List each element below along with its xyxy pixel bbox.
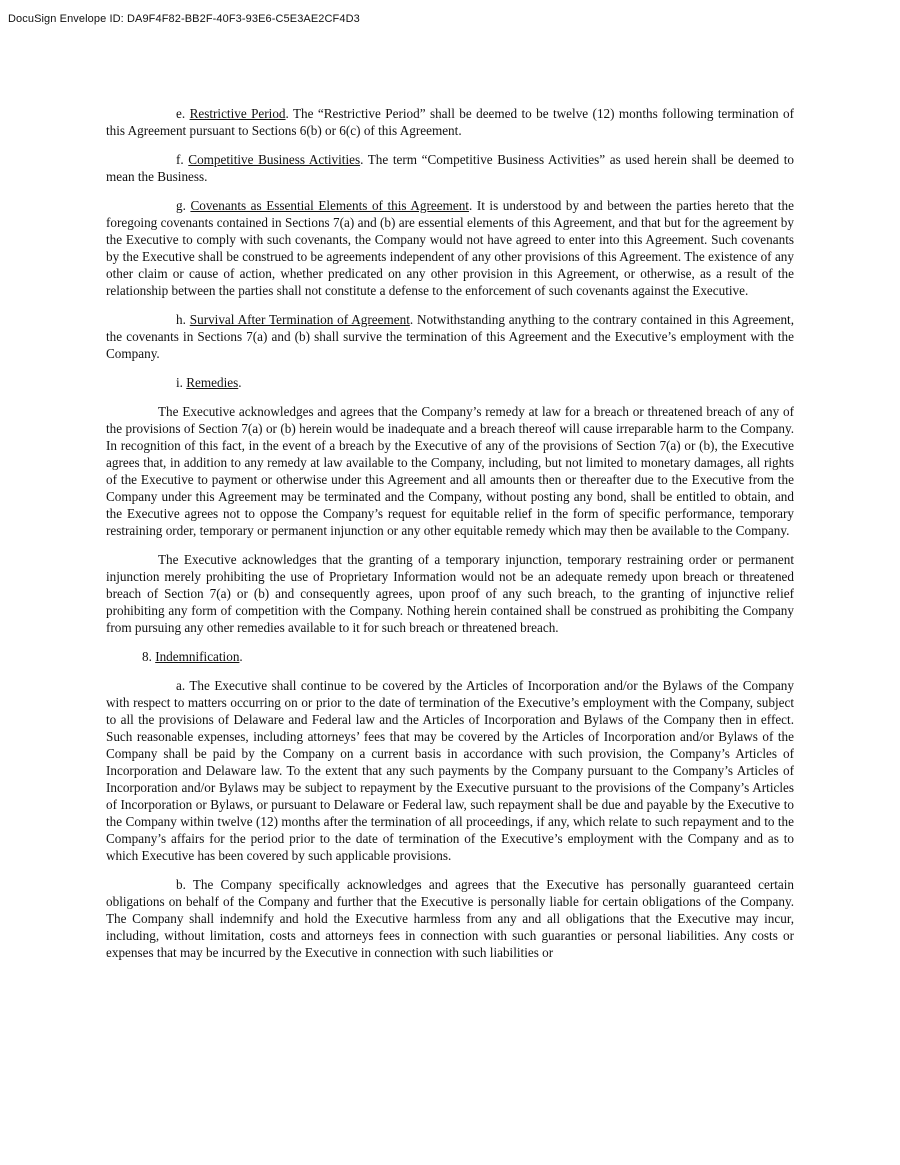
section-8-heading: Indemnification xyxy=(155,649,240,664)
section-g-heading: Covenants as Essential Elements of this Agreement xyxy=(190,198,469,213)
section-8-text: . xyxy=(239,649,243,664)
section-h-heading: Survival After Termination of Agreement xyxy=(189,312,410,327)
envelope-id-header: DocuSign Envelope ID: DA9F4F82-BB2F-40F3-93E6-C5E3AE2CF4D3 xyxy=(8,13,360,25)
section-g-prefix: g. xyxy=(176,198,191,213)
document-body xyxy=(106,105,794,973)
section-i-prefix: i. xyxy=(176,375,187,390)
section-h xyxy=(106,311,794,362)
section-e-prefix: e. xyxy=(176,106,190,121)
section-i xyxy=(106,374,794,391)
section-8a: a. The Executive shall continue to be covered by the Articles of Incorporation and/or the Bylaws of the Company with respect to matters occurring on or prior to the date of termination of the Executive’s employment with the Company, subject to all the provisions of Delaware and Federal law and the Articles of Incorporation and Bylaws of the Company then in effect. Such reasonable expenses, including attorneys’ fees that may be covered by the Articles of Incorporation and/or Bylaws of the Company shall be paid by the Company on a current basis in accordance with such provision, the Company’s Articles of Incorporation and Delaware law. To the extent that any such payments by the Company pursuant to the Company’s Articles of Incorporation and/or Bylaws may be subject to repayment by the Executive pursuant to the provisions of the Company’s Articles of Incorporation or Bylaws, or pursuant to Delaware or Federal law, such repayment shall be due and payable by the Executive to the Company within twelve (12) months after the termination of all proceedings, if any, which relate to such repayment and to the Company’s affairs for the period prior to the date of termination of the Executive’s employment with the Company and as to which Executive has been covered by such applicable provisions. xyxy=(106,678,794,863)
section-8-prefix: 8. xyxy=(142,649,156,664)
section-i-text: . xyxy=(238,375,242,390)
section-g-text: . It is understood by and between the parties hereto that the foregoing covenants contained in Sections 7(a) and (b) are essential elements of this Agreement, and that but for the agreement by the Executive to comply with such covenants, the Company would not have agreed to enter into this Agreement. Such covenants by the Executive shall be construed to be agreements independent of any other provisions of this Agreement. The existence of any other claim or cause of action, whether predicated on any other provision in this Agreement, or otherwise, as a result of the relationship between the parties shall not constitute a defense to the enforcement of such covenants against the Executive. xyxy=(106,198,794,298)
remedies-paragraph-2: The Executive acknowledges that the granting of a temporary injunction, temporary restraining order or permanent injunction merely prohibiting the use of Proprietary Information would not be an adequate remedy upon breach or threatened breach of Section 7(a) or (b) and consequently agrees, upon proof of any such breach, to the granting of injunctive relief prohibiting any form of competition with the Company. Nothing herein contained shall be construed as prohibiting the Company from pursuing any other remedies available to it for such breach or threatened breach. xyxy=(106,552,794,635)
remedies-paragraph-1: The Executive acknowledges and agrees that the Company’s remedy at law for a breach or threatened breach of any of the provisions of Section 7(a) or (b) herein would be inadequate and a breach thereof will cause irreparable harm to the Company. In recognition of this fact, in the event of a breach by the Executive of any of the provisions of Section 7(a) or (b), the Executive agrees that, in addition to any remedy at law available to the Company, including, but not limited to monetary damages, all rights of the Executive to payment or otherwise under this Agreement and all amounts then or thereafter due to the Executive from the Company under this Agreement may be terminated and the Company, without posting any bond, shall be entitled to obtain, and the Executive agrees not to oppose the Company’s request for equitable relief in the form of specific performance, temporary restraining order, temporary or permanent injunction or any other equitable remedy which may then be available to the Company. xyxy=(106,404,794,538)
section-h-prefix: h. xyxy=(176,312,190,327)
section-f-text: . The term “Competitive Business Activities” as used herein shall be deemed to mean the Business. xyxy=(106,152,794,184)
section-f-prefix: f. xyxy=(176,152,189,167)
section-e-heading: Restrictive Period xyxy=(189,106,286,121)
section-8 xyxy=(106,648,794,665)
section-i-heading: Remedies xyxy=(186,375,239,390)
section-f xyxy=(106,151,794,185)
section-8b: b. The Company specifically acknowledges and agrees that the Executive has personally guaranteed certain obligations on behalf of the Company and further that the Executive is personally liable for certain obligations of the Company. The Company shall indemnify and hold the Executive harmless from any and all obligations that the Executive may incur, including, without limitation, costs and attorneys fees in connection with such guaranties or personal liabilities. Any costs or expenses that may be incurred by the Executive in connection with such liabilities or xyxy=(106,877,794,960)
section-h-text: . Notwithstanding anything to the contrary contained in this Agreement, the covenants in Sections 7(a) and (b) shall survive the termination of this Agreement and the Executive’s employment with the Company. xyxy=(106,312,794,361)
section-e xyxy=(106,105,794,139)
section-g xyxy=(106,197,794,299)
section-f-heading: Competitive Business Activities xyxy=(188,152,361,167)
section-e-text: . The “Restrictive Period” shall be deemed to be twelve (12) months following termination of this Agreement pursuant to Sections 6(b) or 6(c) of this Agreement. xyxy=(106,106,795,138)
